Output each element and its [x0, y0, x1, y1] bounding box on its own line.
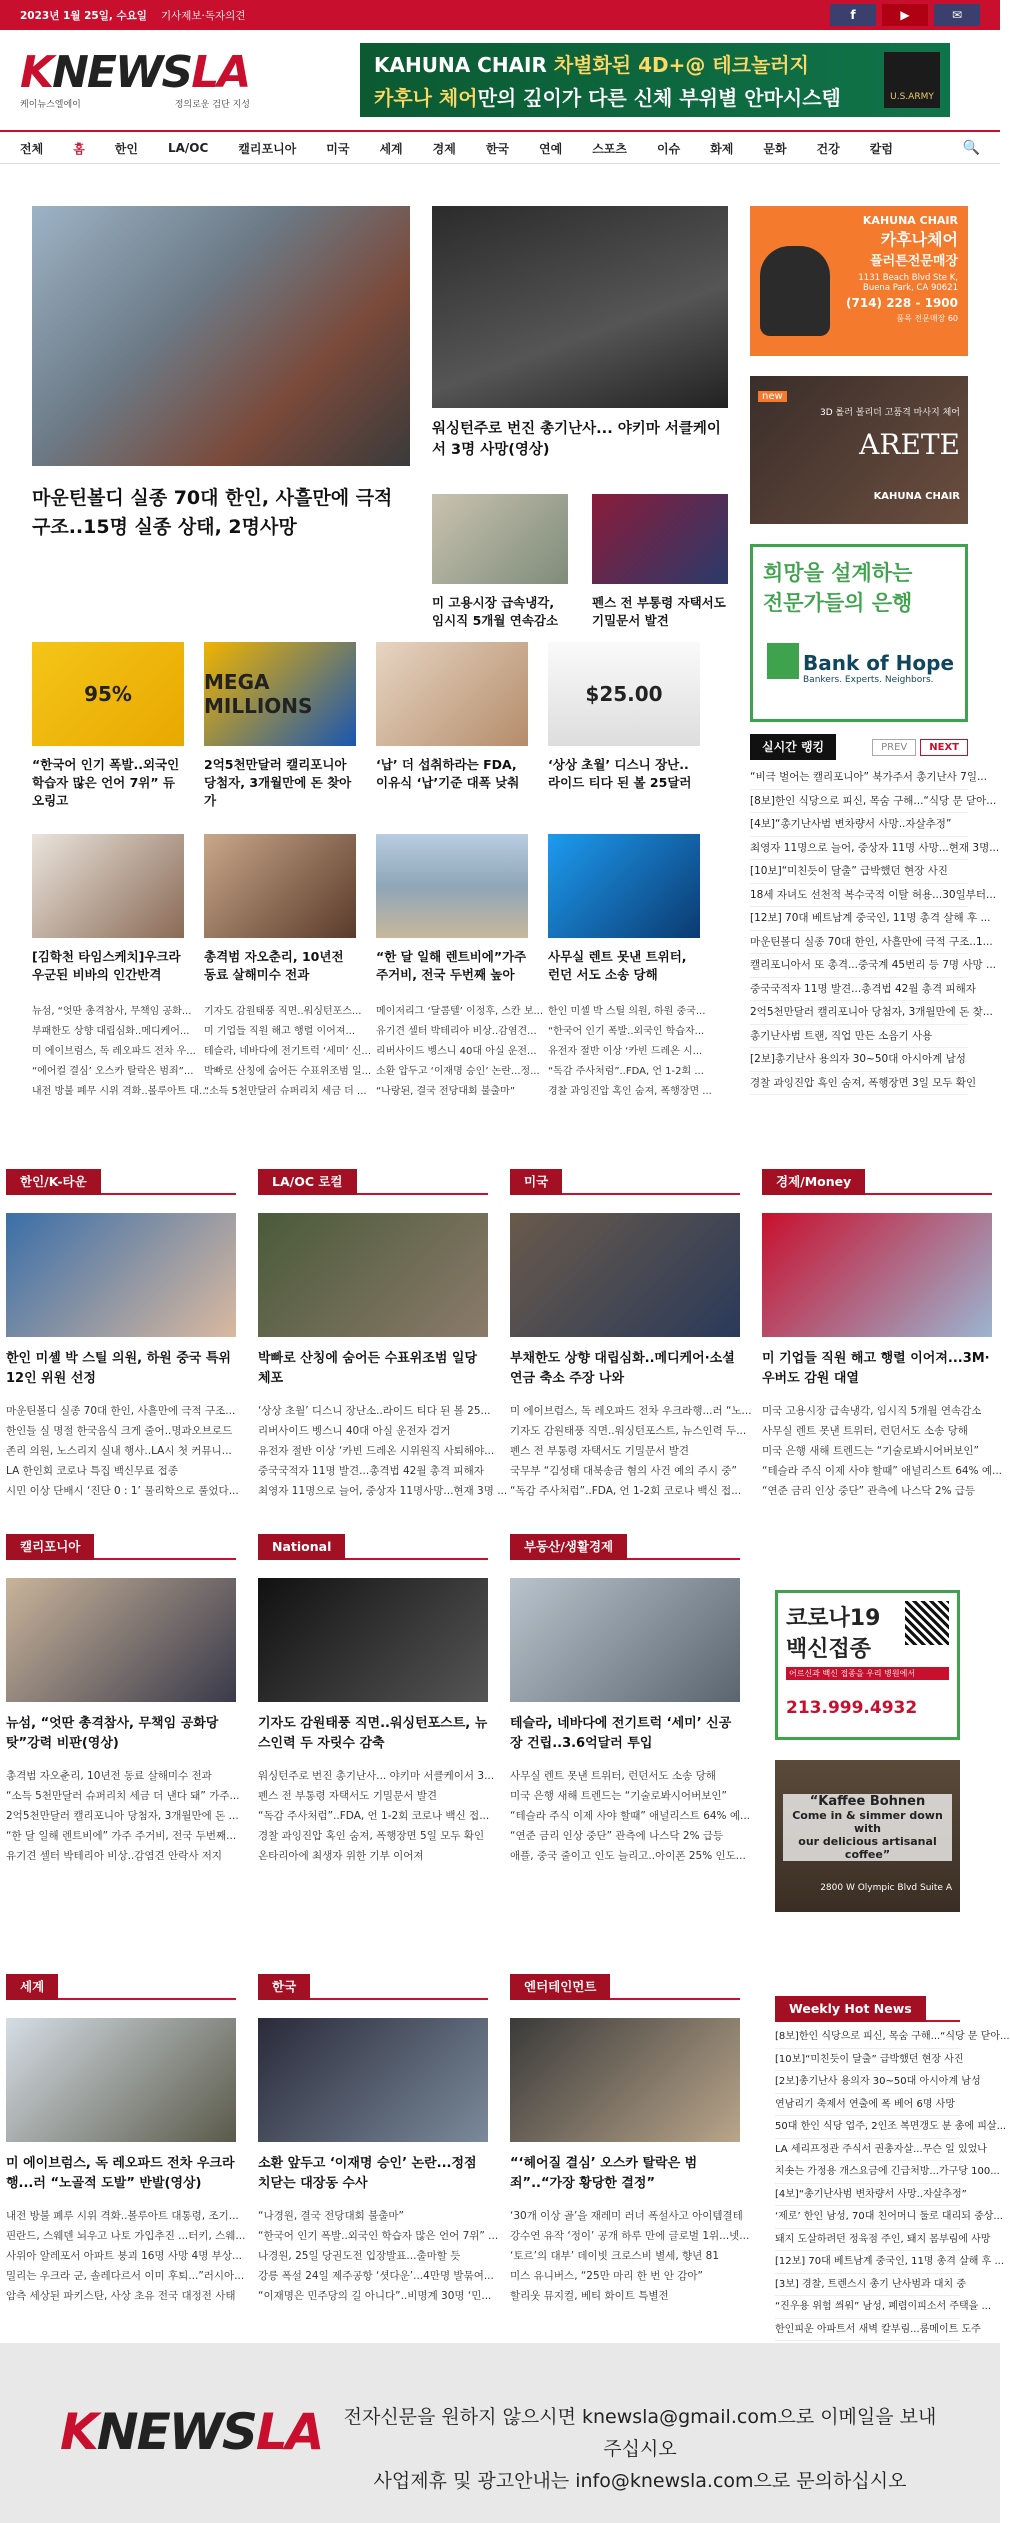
hot-news-item[interactable]: LA 세리프정관 주식서 권총자살...무슨 일 있었나 [775, 2139, 960, 2162]
list-item[interactable]: 할리웃 뮤지컬, 베티 화이트 특별전 [510, 2290, 669, 2302]
youtube-icon[interactable]: ▶ [882, 4, 928, 26]
section-title[interactable]: 경제/Money [762, 1169, 865, 1195]
list-item[interactable]: 펜스 전 부통령 자택서도 기밀문서 발견 [510, 1445, 689, 1457]
site-logo[interactable]: KNEWSLA 케이뉴스엘에이 정의로운 검단 지성 [20, 46, 250, 110]
section-image[interactable] [258, 1213, 488, 1337]
section-list [510, 2206, 750, 2306]
list-item[interactable]: “독감 주사처럼”..FDA, 언 1-2회 코로나 백신 접... [510, 1485, 742, 1497]
section-image[interactable] [510, 2018, 740, 2142]
row1-image[interactable] [376, 642, 528, 746]
ranking-item[interactable]: 총기난사범 트랜, 직업 만든 소음기 사용 [750, 1025, 968, 1049]
section-header [258, 1169, 488, 1195]
list-item[interactable]: 내전 방불 폐루 시위 격화..볼루아트 대통령, 조기... [6, 2210, 239, 2222]
nav-item[interactable]: 연예 [539, 141, 563, 156]
hot-news-item[interactable]: [3보] 경찰, 트렌스시 총기 난사범과 대치 중 [775, 2274, 960, 2297]
list-item[interactable]: “연준 금리 인상 중단” 관측에 나스닥 2% 급등 [762, 1485, 976, 1497]
hot-news-item[interactable]: 한인피운 아파트서 새벽 칼부림...룸메이트 도주 [775, 2319, 960, 2342]
footer-unsubscribe-text: 전자신문을 원하지 않으시면 knewsla@gmail.com으로 이메일을 보내주십시오 [343, 2406, 937, 2460]
list-item[interactable]: 사무실 렌트 못낸 트위터, 런던서도 소송 당해 [762, 1425, 968, 1437]
row2-image[interactable] [204, 834, 356, 938]
ranking-item[interactable]: 마운틴볼디 실종 70대 한인, 사흘만에 극적 구조..1... [750, 931, 968, 955]
row2-headline[interactable]: [김학천 타임스케치]우크라 우군된 비바의 인간반격 [32, 949, 181, 982]
list-item[interactable]: 최영자 11명으로 늘어, 중상자 11명사망...현재 3명 ... [258, 1485, 508, 1497]
list-item[interactable]: 유기견 셀터 박테리아 비상..감염견 안락사 저지 [6, 1850, 223, 1862]
list-item[interactable]: 미 에이브럼스, 독 레오파드 전차 우... [32, 1046, 196, 1057]
list-item[interactable]: 나경원, 25일 당권도전 입장발표...출마할 듯 [258, 2250, 461, 2262]
lead-image[interactable] [32, 206, 410, 466]
row2-headline[interactable]: “한 달 일해 렌트비에”가주 주거비, 전국 두번째 높아 [376, 949, 527, 982]
hot-news-item[interactable]: 50대 한인 식당 업주, 2인조 복면갱도 분 총에 피살... [775, 2116, 960, 2139]
section-title[interactable]: 엔터테인먼트 [510, 1974, 610, 2000]
section-title[interactable]: National [258, 1534, 345, 1560]
lead-headline[interactable]: 마운틴볼디 실종 70대 한인, 사흘만에 극적 구조..15명 실종 상태, 2명사망 [32, 487, 393, 538]
list-item[interactable]: 리버사이드 벵스니 40대 아실 운전자 검거 [258, 1425, 451, 1437]
current-date: 2023년 1월 25일, 수요일 [20, 9, 147, 22]
nav-item[interactable]: 홈 [73, 141, 85, 156]
row2-image[interactable] [32, 834, 184, 938]
ad-kahuna-store[interactable]: KAHUNA CHAIR 카후나체어 플러튼전문매장 1131 Beach Blvd Ste K, Buena Park, CA 90621 (714) 228 - 1900 품목 전문매장 60 [750, 206, 968, 356]
nav-item[interactable]: 한국 [485, 141, 510, 156]
row2-headline[interactable]: 총격범 자오춘리, 10년전 동료 살해미수 전과 [204, 949, 344, 982]
section-image[interactable] [258, 2018, 488, 2142]
ad-covid-vaccine[interactable]: 코로나19 백신접종 어르신과 백신 접종을 우리 병원에서 213.999.4932 [775, 1590, 960, 1740]
section-header [510, 1534, 740, 1560]
section-list [6, 1401, 239, 1501]
nav-item[interactable]: 스포츠 [592, 141, 627, 156]
sub1-image[interactable] [432, 494, 568, 584]
search-icon[interactable]: 🔍 [962, 140, 980, 156]
main-nav [0, 130, 1000, 164]
nav-item[interactable]: 세계 [379, 141, 403, 156]
nav-item[interactable]: LA/OC [167, 141, 209, 155]
hot-news-item[interactable]: [8보]한인 식당으로 피신, 목숨 구해...“식당 문 닫아... [775, 2026, 960, 2049]
list-item[interactable]: 핀란드, 스웨덴 뇌우고 나토 가입추진 ...터키, 스웨... [6, 2230, 246, 2242]
hot-news-item[interactable]: 치솟는 가정용 개스요금에 긴급처방...가구당 100... [775, 2161, 960, 2184]
ranking-item[interactable]: “비극 벌어는 캘리포니아” 북가주서 총기난사 7일... [750, 766, 968, 790]
nav-item[interactable]: 전체 [20, 141, 44, 156]
nav-item[interactable]: 건강 [816, 141, 840, 156]
list-item[interactable]: 테슬라, 네바다에 전기트럭 ‘세미’ 신... [204, 1046, 372, 1057]
list-item[interactable]: 미 기업들 직원 해고 행렬 이어져... [204, 1026, 356, 1037]
list-item[interactable]: “에어컬 결심’ 오스카 탈락은 범죄”... [32, 1066, 194, 1077]
second-image[interactable] [432, 206, 728, 408]
list-item[interactable]: “한 달 일해 렌트비에” 가주 주거비, 전국 두번째... [6, 1830, 237, 1842]
section-header [762, 1169, 992, 1195]
list-item[interactable]: 애플, 중국 줄이고 인도 늘리고..아이폰 25% 인도... [510, 1850, 746, 1862]
tip-link[interactable]: 기사제보·독자의견 [160, 9, 246, 22]
list-item[interactable]: 미국 고용시장 급속냉각, 임시직 5개월 연속감소 [762, 1405, 982, 1417]
list-item[interactable]: 시민 이상 단배시 ‘진단 0 : 1’ 물리학으로 풀었다... [6, 1485, 239, 1497]
list-item[interactable]: 펜스 전 부통령 자택서도 기밀문서 발견 [258, 1790, 437, 1802]
row1-headline[interactable]: 2억5천만달러 캘리포니아 당첨자, 3개월만에 돈 찾아가 [204, 757, 352, 808]
facebook-icon[interactable]: f [830, 4, 876, 26]
section-header [258, 1974, 488, 2000]
row1-headline[interactable]: ‘상상 초월’ 디스니 장난..라이드 티다 된 볼 25달러 [548, 757, 692, 790]
ranking-item[interactable]: 경찰 과잉진압 흑인 숨져, 폭행장면 3일 모두 확인 [750, 1072, 968, 1096]
nav-item[interactable]: 미국 [326, 141, 350, 156]
hot-news-item[interactable]: 연남리기 축제서 연출에 폭 베어 6명 사망 [775, 2094, 960, 2117]
massage-chair-icon [760, 246, 830, 336]
nav-item[interactable]: 경제 [432, 141, 456, 156]
section-image[interactable] [762, 1213, 992, 1337]
hot-news-title: Weekly Hot News [775, 1996, 926, 2022]
section-header [6, 1169, 236, 1195]
nav-item[interactable]: 한인 [114, 141, 138, 156]
section-list [762, 1401, 1003, 1501]
hot-news-item[interactable]: [4보]“총기난사범 변차량서 사망..자살추정” [775, 2184, 960, 2207]
list-item[interactable]: 밀리는 우크라 군, 솔레다르서 이미 후퇴...”러시아... [6, 2270, 245, 2282]
row2-image[interactable] [376, 834, 528, 938]
sub2-headline[interactable]: 펜스 전 부통령 자택서도 기밀문서 발견 [592, 595, 726, 628]
qr-code-icon [905, 1601, 949, 1645]
row2-list [548, 1002, 712, 1102]
list-item[interactable]: “한국어 인기 폭발..외국인 학습자 많은 언어 7위” ... [258, 2230, 499, 2242]
list-item[interactable]: 강릉 폭설 24일 제주공항 ‘셧다운’...4만명 발묶여... [258, 2270, 494, 2282]
section-header [510, 1974, 740, 2000]
section-list [510, 1401, 752, 1501]
hot-news-item[interactable]: [10보]“미친듯이 달출” 급박했던 현장 사진 [775, 2049, 960, 2072]
hot-news-item[interactable]: [2보]총기난사 용의자 30~50대 아시아계 남성 [775, 2071, 960, 2094]
list-item[interactable]: 사무실 렌트 못낸 트위터, 런던서도 소송 당해 [510, 1770, 716, 1782]
section-image[interactable] [6, 2018, 236, 2142]
list-item[interactable]: ‘상상 초월’ 디스니 장난소..라이드 티다 된 볼 25... [258, 1405, 491, 1417]
list-item[interactable]: 마운틴볼디 실종 70대 한인, 사흘만에 극적 구조... [6, 1405, 236, 1417]
section-headline[interactable]: 소환 앞두고 ‘이재명 승인’ 논란...정점 치닫는 대장동 수사 [258, 2156, 477, 2191]
row1-headline[interactable]: “한국어 인기 폭발..외국인 학습자 많은 언어 7위” 듀오링고 [32, 757, 180, 808]
bank-logo-icon [767, 643, 799, 679]
ranking-item[interactable]: [8보]한인 식당으로 피신, 목숨 구해...“식당 문 닫아... [750, 790, 968, 814]
ad-bank-of-hope[interactable]: 희망을 설계하는 전문가들의 은행 Bank of Hope Bankers. Experts. Neighbors. [750, 544, 968, 722]
list-item[interactable]: 한인들 실 명절 한국음식 크게 줄어..명과오브로드 [6, 1425, 233, 1437]
list-item[interactable]: 유전자 절반 이상 ‘카빈 드레온 시위원직 사퇴해야... [258, 1445, 495, 1457]
weekly-hot-news [775, 1996, 1010, 2341]
list-item[interactable]: 기자도 감원태풍 직면..워싱턴포스... [204, 1006, 362, 1017]
list-item[interactable]: 유전자 절반 이상 ‘카빈 드레온 시... [548, 1046, 703, 1057]
section-image[interactable] [510, 1213, 740, 1337]
list-item[interactable]: 사위아 알레포서 아파트 붕괴 16명 사망 4명 부상... [6, 2250, 242, 2262]
section-headline[interactable]: 부채한도 상향 대립심화..메디케어·소셜연금 축소 주장 나와 [510, 1351, 735, 1386]
ranking-item[interactable]: [12보] 70대 베트남계 중국인, 11명 총격 살해 후 ... [750, 907, 968, 931]
row1-image[interactable]: 95% [32, 642, 184, 746]
list-item[interactable]: “소득 5천만달러 슈퍼리치 세금 더 ... [204, 1086, 367, 1097]
list-item[interactable]: “한국어 인기 폭발..외국인 학습자... [548, 1026, 705, 1037]
row1-image[interactable]: $25.00 [548, 642, 700, 746]
section-headline[interactable]: “‘헤어질 결심’ 오스카 탈락은 범죄”..“가장 황당한 결정” [510, 2156, 698, 2191]
top-bar [0, 0, 1000, 30]
list-item[interactable]: 암측 세상된 파키스탄, 사상 초유 전국 대정전 사태 [6, 2290, 236, 2302]
list-item[interactable]: 뉴섬, “엇딴 총격참사, 무책임 공화... [32, 1006, 192, 1017]
realtime-ranking [750, 734, 1000, 1095]
nav-item[interactable]: 문화 [763, 141, 787, 156]
list-item[interactable]: 강수연 유작 ‘정이’ 공개 하루 만에 글로벌 1위...넷... [510, 2230, 750, 2242]
row2-headline[interactable]: 사무실 렌트 못낸 트위터, 런던 서도 소송 당해 [548, 949, 687, 982]
list-item[interactable]: 리버사이드 벵스니 40대 아실 운전... [376, 1046, 537, 1057]
hot-news-item[interactable]: [12보] 70대 베트남계 중국인, 11명 총격 살해 후 ... [775, 2251, 960, 2274]
section-title[interactable]: 캘리포니아 [6, 1534, 94, 1560]
nav-item[interactable]: 칼럼 [869, 141, 893, 156]
list-item[interactable]: 유기견 셀터 박테리아 비상..감염견... [376, 1026, 537, 1037]
list-item[interactable]: 부패한도 상향 대립심화..메디케어... [32, 1026, 190, 1037]
section-image[interactable] [6, 1213, 236, 1337]
list-item[interactable]: “테슬라 주식 이제 사야 할때” 애널리스트 64% 예... [762, 1465, 1003, 1477]
ranking-item[interactable]: 2억5천만달러 캘리포니아 당첨자, 3개월만에 돈 찾... [750, 1001, 968, 1025]
ranking-item[interactable]: 캘리포니아서 또 총격...중국계 45번리 등 7명 사망 ... [750, 954, 968, 978]
ranking-item[interactable]: [4보]“총기난사범 변차량서 사망..자살추정” [750, 813, 968, 837]
section-list [6, 2206, 246, 2306]
list-item[interactable]: “소득 5천만달러 슈퍼리치 세금 더 낸다 돼” 가주... [6, 1790, 240, 1802]
sub2-image[interactable] [592, 494, 728, 584]
header-ad-banner[interactable]: KAHUNA CHAIR 차별화된 4D+@ 테크놀러지 카후나 체어만의 깊이가 다른 신체 부위별 안마시스템 U.S.ARMY [360, 43, 950, 117]
section-header [6, 1974, 236, 2000]
section-headline[interactable]: 테슬라, 네바다에 전기트럭 ‘세미’ 신공장 건립..3.6억달러 투입 [510, 1716, 732, 1751]
section-image[interactable] [258, 1578, 488, 1702]
nav-item[interactable]: 캘리포니아 [238, 141, 297, 156]
hot-news-item[interactable]: ‘제로’ 한인 남성, 70대 친어머니 둘로 대리되 중상... [775, 2206, 960, 2229]
list-item[interactable]: “나경원, 결국 전당대회 불출마” [258, 2210, 404, 2222]
list-item[interactable]: 2억5천만달러 캘리포니아 당첨자, 3개월만에 돈 ... [6, 1810, 239, 1822]
prev-button[interactable]: PREV [872, 739, 916, 756]
list-item[interactable]: 소환 압두고 ‘이재명 승인’ 논란...정... [376, 1066, 540, 1077]
list-item[interactable]: ‘토르’의 대부’ 데이빗 크로스비 별세, 향년 81 [510, 2250, 720, 2262]
ranking-item[interactable]: 최영자 11명으로 늘어, 중상자 11명 사망...현재 3명... [750, 837, 968, 861]
list-item[interactable]: 메이저리그 ‘달콤텔’ 이정후, 스칸 보... [376, 1006, 544, 1017]
section-image[interactable] [510, 1578, 740, 1702]
list-item[interactable]: LA 한인회 코로나 특집 백신무료 접종 [6, 1465, 178, 1477]
list-item[interactable]: 내전 방불 폐무 시위 격화..볼루아트 대... [32, 1086, 209, 1097]
next-button[interactable]: NEXT [920, 739, 968, 756]
row1-image[interactable]: MEGA MILLIONS [204, 642, 356, 746]
ranking-title: 실시간 랭킹 [750, 734, 836, 760]
list-item[interactable]: 미스 유니버스, “25만 마리 한 번 안 감아” [510, 2270, 703, 2282]
list-item[interactable]: 미 에이브럼스, 독 레오파드 전차 우크라행...러 “노... [510, 1405, 752, 1417]
list-item[interactable]: 미국 은행 새해 트렌드는 “기술로봐시어버보인” [762, 1445, 979, 1457]
list-item[interactable]: “독감 주사처럼”..FDA, 언 1-2회 ... [548, 1066, 704, 1077]
row2-list [204, 1002, 372, 1102]
second-headline[interactable]: 워싱턴주로 번진 총기난사... 야키마 서클케이서 3명 사망(영상) [432, 421, 721, 458]
list-item[interactable]: 국무부 “김성태 대북송금 혐의 사건 예의 주시 중” [510, 1465, 737, 1477]
footer-logo[interactable]: KNEWSLA [60, 2403, 323, 2461]
list-item[interactable]: “나랑된, 결국 전당대회 불출마” [376, 1086, 515, 1097]
section-headline[interactable]: 뉴섬, “엇딴 총격참사, 무책임 공화당 탓”강력 비판(영상) [6, 1716, 219, 1751]
footer [0, 2343, 1000, 2523]
section-headline[interactable]: 한인 미셸 박 스틸 의원, 하원 중국 특위 12인 위원 선정 [6, 1351, 231, 1386]
hot-news-item[interactable]: “진우용 위험 씌워” 남성, 폐렴이피소서 주택을 ... [775, 2296, 960, 2319]
sub1-headline[interactable]: 미 고용시장 급속냉각, 임시직 5개월 연속감소 [432, 595, 559, 628]
row2-list [32, 1002, 209, 1102]
ranking-item[interactable]: [2보]총기난사 용의자 30~50대 아시아계 남성 [750, 1048, 968, 1072]
list-item[interactable]: “독감 주사처럼”..FDA, 언 1-2회 코로나 백신 접... [258, 1810, 490, 1822]
section-list [6, 1766, 240, 1866]
ad-kaffee-bohnen[interactable]: “Kaffee Bohnen Come in & simmer down with our delicious artisanal coffee” 2800 W Olympic Blvd Suite A [775, 1760, 960, 1912]
list-item[interactable]: “테슬라 주식 이제 사야 할때” 애널리스트 64% 예... [510, 1810, 751, 1822]
section-title[interactable]: 세계 [6, 1974, 58, 2000]
list-item[interactable]: 박빠로 산칭에 숨어든 수표위조범 일... [204, 1066, 372, 1077]
section-headline[interactable]: 박빠로 산칭에 숨어든 수표위조범 일당 체포 [258, 1351, 478, 1386]
list-item[interactable]: 경찰 과잉진압 혹인 숨져, 폭행장면 5일 모두 확인 [258, 1830, 485, 1842]
section-headline[interactable]: 기자도 감원태풍 직면..워싱턴포스트, 뉴스인력 두 자릿수 감축 [258, 1716, 488, 1751]
section-title[interactable]: 부동산/생활경제 [510, 1534, 627, 1560]
mail-icon[interactable]: ✉ [934, 4, 980, 26]
row2-image[interactable] [548, 834, 700, 938]
nav-item[interactable]: 화제 [710, 141, 734, 156]
nav-item[interactable]: 이슈 [656, 141, 681, 156]
social-links [830, 4, 980, 26]
list-item[interactable]: 존리 의원, 노스리지 실내 행사..LA시 첫 커뮤니... [6, 1445, 232, 1457]
hot-news-item[interactable]: 돼지 도살하려던 정육점 주인, 돼지 몸부림에 사망 [775, 2229, 960, 2252]
list-item[interactable]: “이재명은 민주당의 길 아니다”..비명계 30명 ‘민... [258, 2290, 492, 2302]
army-badge-icon: U.S.ARMY [884, 52, 940, 108]
list-item[interactable]: “연준 금리 인상 중단” 관측에 나스닥 2% 급등 [510, 1830, 724, 1842]
list-item[interactable]: 기자도 감원태풍 직면..워싱턴포스트, 뉴스인력 두... [510, 1425, 747, 1437]
section-header [6, 1534, 236, 1560]
ranking-item[interactable]: 중국국적자 11명 발견...총격법 42월 총격 피해자 [750, 978, 968, 1002]
section-list [510, 1766, 751, 1866]
section-title[interactable]: 한국 [258, 1974, 310, 2000]
list-item[interactable]: 미국 은행 새해 트렌드는 “기술로봐시어버보인” [510, 1790, 727, 1802]
list-item[interactable]: 한인 미셸 박 스틸 의원, 하원 중국... [548, 1006, 706, 1017]
section-title[interactable]: 미국 [510, 1169, 562, 1195]
list-item[interactable]: ‘30개 이상 골’을 재레미 러너 폭설사고 아이템결테 [510, 2210, 743, 2222]
section-header [258, 1534, 488, 1560]
list-item[interactable]: 온타리아에 최생자 위한 기부 이어져 [258, 1850, 424, 1862]
section-headline[interactable]: 미 기업들 직원 해고 행렬 이어져...3M·우버도 감원 대열 [762, 1351, 990, 1386]
section-headline[interactable]: 미 에이브럼스, 독 레오파드 전차 우크라행...러 “노골적 도발” 반발(영상) [6, 2156, 235, 2191]
ranking-item[interactable]: [10보]“미친듯이 달출” 급박했던 현장 사진 [750, 860, 968, 884]
section-title[interactable]: LA/OC 로컬 [258, 1169, 357, 1195]
section-header [510, 1169, 740, 1195]
list-item[interactable]: 워싱턴주로 번진 총기난사... 야키마 서클케이서 3... [258, 1770, 495, 1782]
row2-list [376, 1002, 544, 1102]
list-item[interactable]: 총격범 자오춘리, 10년전 동료 살해미수 전과 [6, 1770, 212, 1782]
section-title[interactable]: 한인/K-타운 [6, 1169, 101, 1195]
section-list [258, 1401, 508, 1501]
section-image[interactable] [6, 1578, 236, 1702]
section-list [258, 1766, 495, 1866]
header [0, 30, 1000, 130]
row1-headline[interactable]: ‘납’ 더 섭취하라는 FDA, 이유식 ‘납’기준 대폭 낮춰 [376, 757, 520, 790]
list-item[interactable]: 경찰 과잉진압 혹인 숨져, 폭행장면 ... [548, 1086, 712, 1097]
ranking-item[interactable]: 18세 자녀도 선천적 복수국적 이탈 허용...30일부터... [750, 884, 968, 908]
list-item[interactable]: 중국국적자 11명 발견...총격법 42월 총격 피해자 [258, 1465, 484, 1477]
ad-arete-chair[interactable]: new 3D 롤러 볼리더 고품격 마사지 체어 ARETE KAHUNA CHAIR [750, 376, 968, 524]
footer-contact-text: 사업제휴 및 광고안내는 info@knewsla.com으로 문의하십시오 [373, 2470, 907, 2492]
section-list [258, 2206, 499, 2306]
